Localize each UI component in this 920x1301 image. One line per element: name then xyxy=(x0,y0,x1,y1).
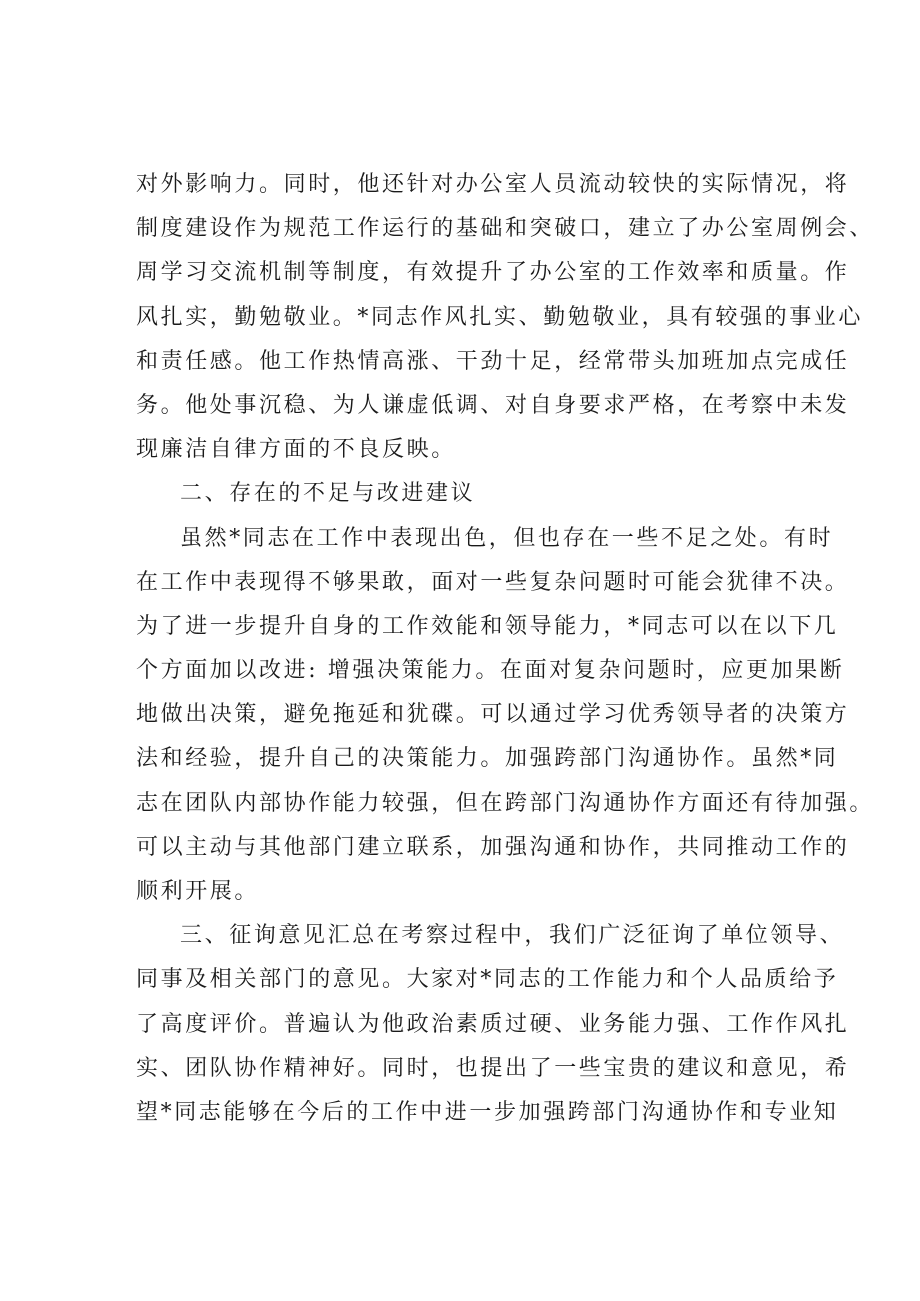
section-heading-3: 三、征询意见汇总在考察过程中，我们广泛征询了单位领导、 xyxy=(180,923,845,949)
text-line: 对外影响力。同时，他还针对办公室人员流动较快的实际情况，将 xyxy=(136,172,850,197)
text-line: 在工作中表现得不够果敢，面对一些复杂问题时可能会犹律不决。 xyxy=(136,569,850,595)
text-line: 个方面加以改进: 增强决策能力。在面对复杂问题时，应更加果断 xyxy=(136,658,845,684)
text-line: 地做出决策，避免拖延和犹碟。可以通过学习优秀领导者的决策方 xyxy=(136,702,850,728)
text-line: 法和经验，提升自己的决策能力。加强跨部门沟通协作。虽然*同 xyxy=(136,746,839,772)
text-line: 现廉洁自律方面的不良反映。 xyxy=(136,437,456,463)
text-line: 务。他处事沉稳、为人谦虚低调、对自身要求严格，在考察中未发 xyxy=(136,392,850,418)
text-line: 志在团队内部协作能力较强，但在跨部门沟通协作方面还有待加强。 xyxy=(136,790,875,816)
text-line: 制度建设作为规范工作运行的基础和突破口，建立了办公室周例会、 xyxy=(136,216,875,242)
text-line: 周学习交流机制等制度，有效提升了办公室的工作效率和质量。作 xyxy=(136,260,850,286)
paragraph-start: 虽然*同志在工作中表现出色，但也存在一些不足之处。有时 xyxy=(180,525,834,551)
document-body xyxy=(136,163,875,1135)
text-line: 了高度评价。普遍认为他政治素质过硬、业务能力强、工作作风扎 xyxy=(136,1011,850,1037)
text-line: 实、团队协作精神好。同时，也提出了一些宝贵的建议和意见，希 xyxy=(136,1055,850,1081)
text-line: 为了进一步提升自身的工作效能和领导能力，*同志可以在以下几 xyxy=(136,613,839,639)
text-line: 可以主动与其他部门建立联系，加强沟通和协作，共同推动工作的 xyxy=(136,834,850,860)
text-line: 风扎实，勤勉敬业。*同志作风扎实、勤勉敬业，具有较强的事业心 xyxy=(136,304,864,330)
text-line: 顺利开展。 xyxy=(136,879,260,904)
text-line: 同事及相关部门的意见。大家对*同志的工作能力和个人品质给予 xyxy=(136,967,839,993)
section-heading-2: 二、存在的不足与改进建议 xyxy=(180,481,476,507)
text-line: 和责任感。他工作热情高涨、干劲十足，经常带头加班加点完成任 xyxy=(136,348,850,374)
text-line: 望*同志能够在今后的工作中进一步加强跨部门沟通协作和专业知 xyxy=(136,1099,839,1125)
